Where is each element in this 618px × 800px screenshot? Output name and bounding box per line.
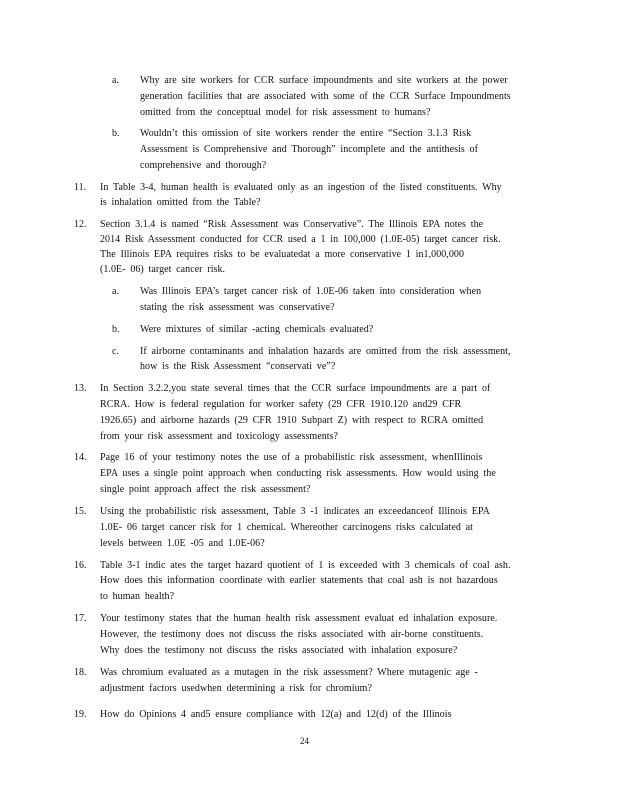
item-number: 16.	[74, 560, 87, 571]
item-line: is inhalation omitted from the Table?	[100, 197, 261, 208]
item-label: c.	[112, 346, 119, 357]
item-line: In Table 3-4, human health is evaluated only as an ingestion of the listed constituents. Why	[100, 182, 502, 193]
item-line: Was Illinois EPA’s target cancer risk of 1.0E-06 taken into consideration when	[140, 286, 482, 297]
item-line: Were mixtures of similar -acting chemicals evaluated?	[140, 324, 374, 335]
item-line: Assessment is Comprehensive and Thorough” incomplete and the antithesis of	[140, 144, 478, 155]
item-line: 1926.65) and airborne hazards (29 CFR 1910 Subpart Z) with respect to RCRA omitted	[100, 415, 484, 426]
item-line: omitted from the conceptual model for risk assessment to humans?	[140, 107, 431, 118]
item-line: Why are site workers for CCR surface impoundments and site workers at the power	[140, 75, 508, 86]
item-line: In Section 3.2.2,you state several times that the CCR surface impoundments are a part of	[100, 383, 491, 394]
item-line: The Illinois EPA requires risks to be evaluatedat a more conservative 1 in1,000,000	[100, 249, 464, 260]
item-line: If airborne contaminants and inhalation hazards are omitted from the risk assessment,	[140, 346, 511, 357]
item-number: 14.	[74, 452, 87, 463]
item-line: Your testimony states that the human health risk assessment evaluat ed inhalation exposure.	[100, 613, 498, 624]
item-line: adjustment factors usedwhen determining a risk for chromium?	[100, 683, 372, 694]
item-line: How do Opinions 4 and5 ensure compliance with 12(a) and 12(d) of the Illinois	[100, 709, 452, 720]
item-line: Page 16 of your testimony notes the use of a probabilistic risk assessment, whenIllinois	[100, 452, 483, 463]
item-line: 1.0E- 06 target cancer risk for 1 chemical. Whereother carcinogens risks calculated at	[100, 522, 473, 533]
item-line: Using the probabilistic risk assessment, Table 3 -1 indicates an exceedanceof Illinois EPA	[100, 506, 490, 517]
item-line: Was chromium evaluated as a mutagen in the risk assessment? Where mutagenic age -	[100, 667, 478, 678]
item-number: 19.	[74, 709, 87, 720]
item-line: to human health?	[100, 591, 175, 602]
page-number: 24	[300, 736, 309, 746]
item-line: generation facilities that are associated with some of the CCR Surface Impoundments	[140, 91, 511, 102]
item-line: Table 3-1 indic ates the target hazard quotient of 1 is exceeded with 3 chemicals of coal ash.	[100, 560, 511, 571]
item-line: (1.0E- 06) target cancer risk.	[100, 264, 226, 275]
item-line: how is the Risk Assessment “conservati ve”?	[140, 361, 336, 372]
item-number: 13.	[74, 383, 87, 394]
item-line: Section 3.1.4 is named “Risk Assessment was Conservative”. The Illinois EPA notes the	[100, 219, 484, 230]
item-number: 11.	[74, 182, 87, 193]
item-label: a.	[112, 75, 119, 86]
item-line: Why does the testimony not discuss the risks associated with inhalation exposure?	[100, 645, 458, 656]
item-label: a.	[112, 286, 119, 297]
item-line: single point approach affect the risk assessment?	[100, 484, 311, 495]
item-line: comprehensive and thorough?	[140, 160, 267, 171]
item-line: 2014 Risk Assessment conducted for CCR used a 1 in 100,000 (1.0E-05) target cancer risk.	[100, 234, 501, 245]
item-number: 15.	[74, 506, 87, 517]
item-line: However, the testimony does not discuss the risks associated with air-borne constituents.	[100, 629, 484, 640]
item-label: b.	[112, 324, 120, 335]
item-label: b.	[112, 128, 120, 139]
item-line: from your risk assessment and toxicology assessments?	[100, 431, 339, 442]
item-number: 17.	[74, 613, 87, 624]
item-line: Wouldn’t this omission of site workers render the entire “Section 3.1.3 Risk	[140, 128, 472, 139]
item-number: 18.	[74, 667, 87, 678]
item-line: How does this information coordinate with earlier statements that coal ash is not hazardous	[100, 575, 498, 586]
item-line: RCRA. How is federal regulation for worker safety (29 CFR 1910.120 and29 CFR	[100, 399, 462, 410]
item-line: EPA uses a single point approach when conducting risk assessments. How would using the	[100, 468, 496, 479]
item-line: stating the risk assessment was conservative?	[140, 302, 335, 313]
item-number: 12.	[74, 219, 87, 230]
item-line: levels between 1.0E -05 and 1.0E-06?	[100, 538, 265, 549]
